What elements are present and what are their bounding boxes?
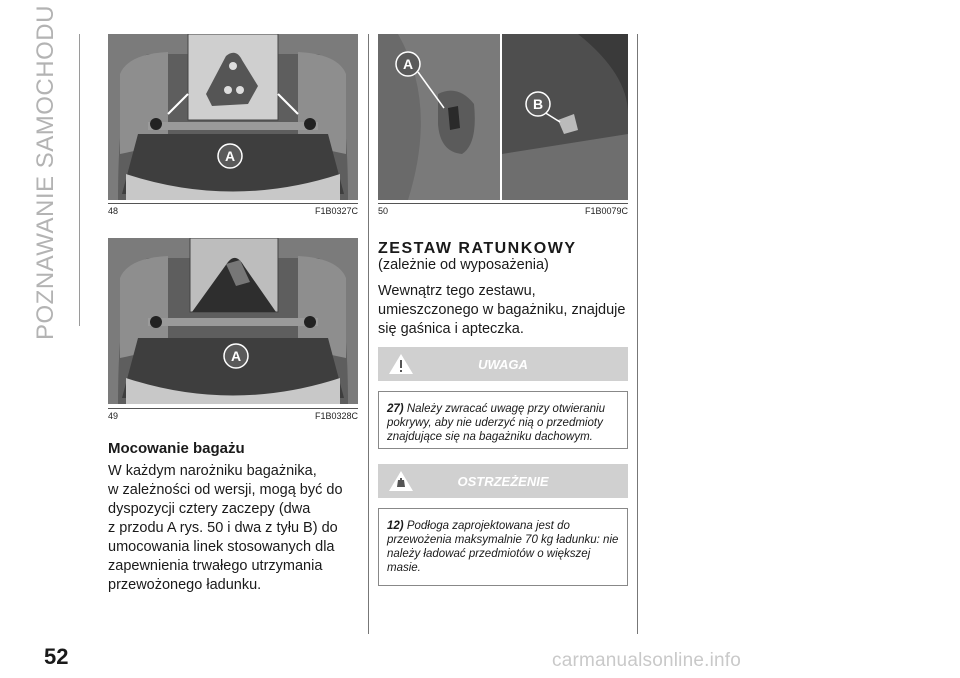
warning-label: UWAGA: [478, 357, 528, 372]
figure-50-number: 50: [378, 206, 389, 216]
caution-box: [378, 508, 628, 586]
figure-50-code: F1B0079C: [584, 206, 628, 216]
section-subtitle: (zależnie od wyposażenia): [378, 257, 549, 273]
section-title-emergency-kit: ZESTAW RATUNKOWY: [378, 240, 577, 257]
figure-48-image: [108, 34, 358, 200]
figure-50-label-b: B: [532, 96, 544, 112]
watermark: carmanualsonline.info: [552, 650, 742, 671]
figure-50-caption-rule: [378, 203, 628, 204]
column-divider-2: [637, 34, 638, 634]
caution-text: Podłoga zaprojektowana jest do przewożenia maksymalnie 70 kg ładunku: nie należy ładować przedmiotów o większej masie.: [387, 520, 619, 574]
cargo-body-text: W każdym narożniku bagażnika, w zależności od wersji, mogą być do dyspozycji cztery zaczepy (dwa z przodu A rys. 50 i dwa z tyłu B) do umocowania linek stosowanych dla zapewnienia trwałego utrzymania przewożonego ładunku.: [108, 463, 343, 593]
figure-49-number: 49: [108, 411, 119, 421]
figure-48-label-a: A: [224, 148, 236, 164]
figure-48-caption-rule: [108, 203, 358, 204]
section-heading-cargo: Mocowanie bagażu: [108, 440, 245, 457]
running-header: POZNAWANIE SAMOCHODU: [32, 5, 59, 340]
caution-banner: [378, 464, 628, 498]
warning-banner: [378, 347, 628, 381]
caution-number: 12): [387, 520, 404, 532]
figure-48-code: F1B0327C: [314, 206, 358, 216]
figure-49-caption-rule: [108, 408, 358, 409]
figure-49-code: F1B0328C: [314, 411, 358, 421]
warning-number: 27): [387, 403, 404, 415]
figure-49-label-a: A: [230, 348, 242, 364]
figure-48-caption: [108, 206, 358, 216]
warning-box: [378, 391, 628, 449]
figure-49-caption: [108, 411, 358, 421]
figure-49-image: [108, 238, 358, 404]
column-divider-1: [368, 34, 369, 634]
emergency-kit-body-text: Wewnątrz tego zestawu, umieszczonego w bagażniku, znajduje się gaśnica i apteczka.: [378, 283, 626, 337]
figure-50-caption: [378, 206, 628, 216]
figure-50-image: [378, 34, 628, 200]
page-number: 52: [44, 644, 69, 669]
figure-48-number: 48: [108, 206, 119, 216]
figure-50-label-a: A: [402, 56, 414, 72]
header-rule: [79, 34, 80, 326]
caution-label: OSTRZEŻENIE: [457, 474, 549, 489]
warning-text: Należy zwracać uwagę przy otwieraniu pokrywy, aby nie uderzyć nią o przedmioty znajdujące się na bagażniku dachowym.: [387, 403, 605, 443]
